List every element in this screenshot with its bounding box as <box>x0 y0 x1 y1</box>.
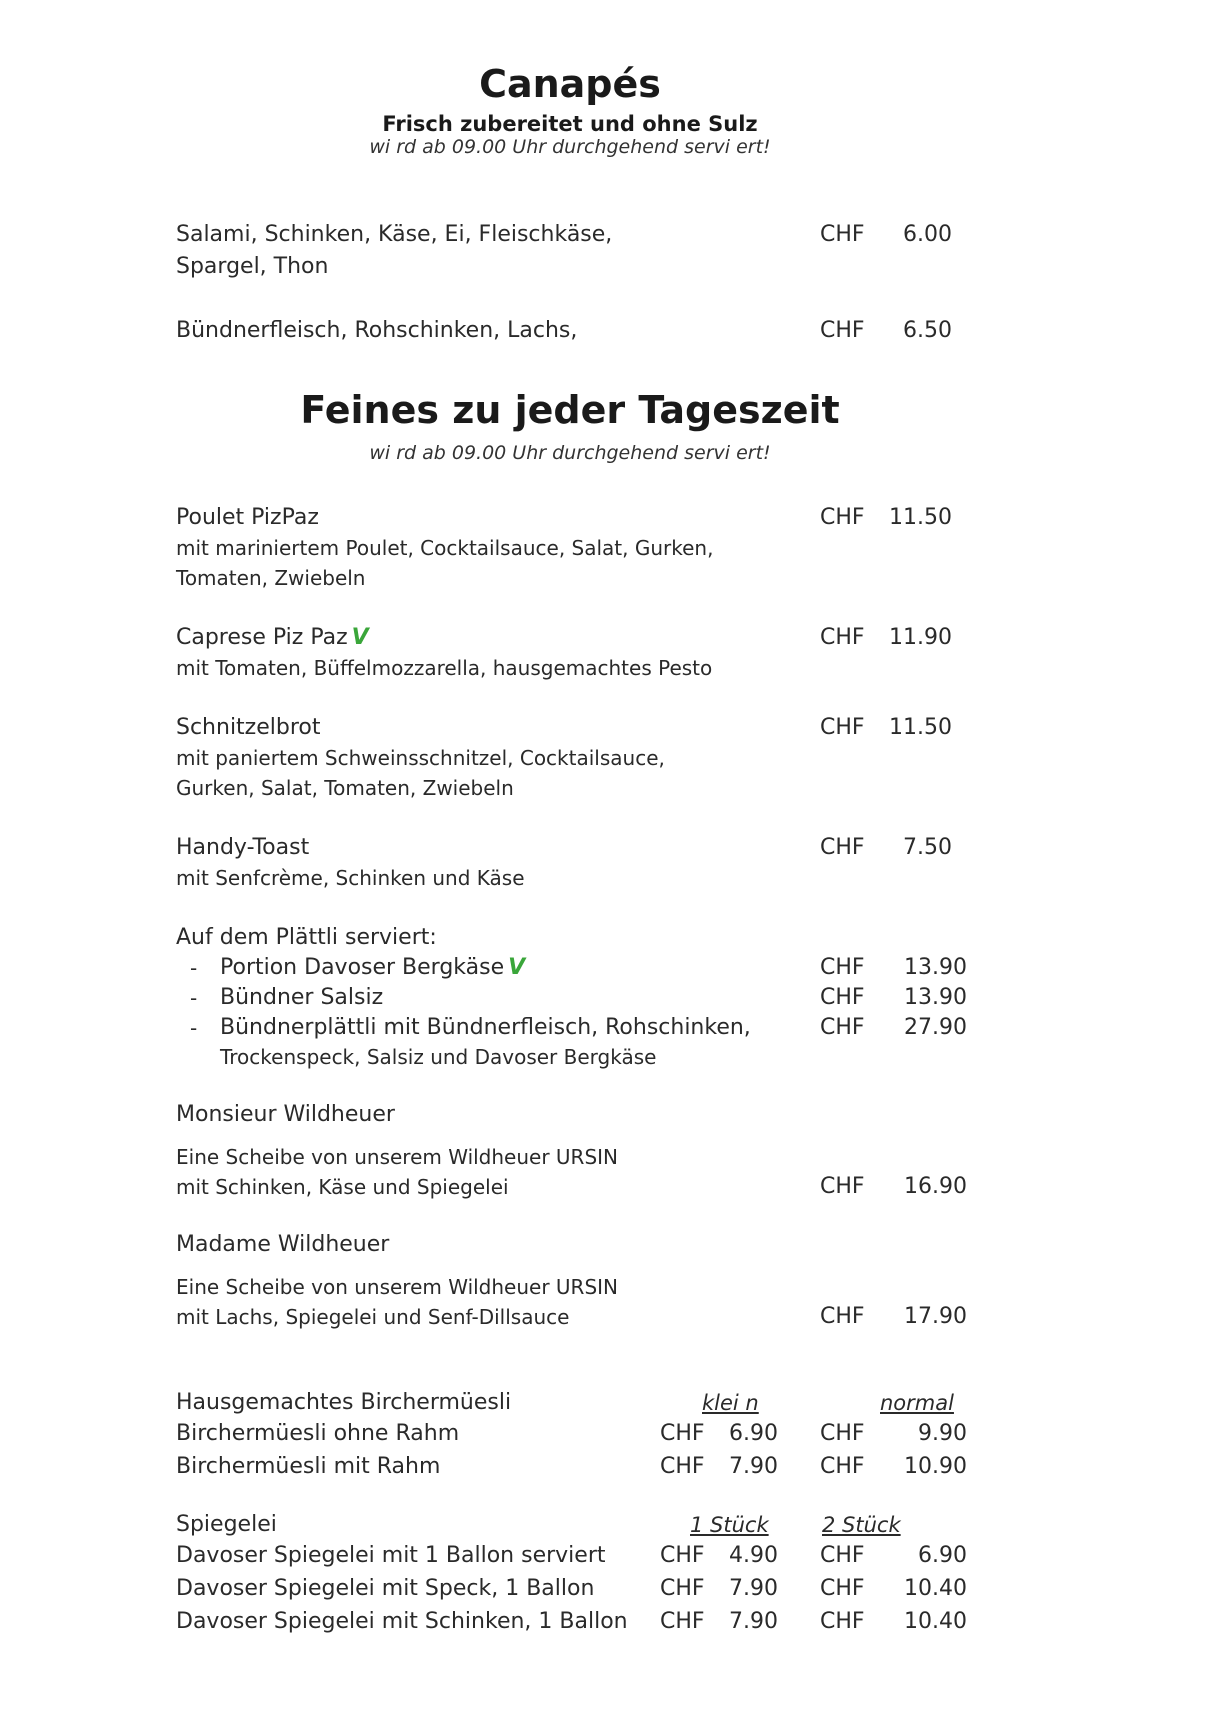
madame-name: Madame Wildheuer <box>176 1232 390 1257</box>
eggs-row-1-name: Davoser Spiegelei mit 1 Ballon serviert <box>176 1543 606 1568</box>
eggs-row-1-cur2: CHF <box>820 1543 865 1568</box>
canapes-title: Canapés <box>479 62 661 106</box>
muesli-row-2-p2: 10.90 <box>904 1454 967 1479</box>
eggs-heading: Spiegelei <box>176 1512 277 1537</box>
canape-item-2-price: 6.50 <box>903 318 952 343</box>
schnitzel-name: Schnitzelbrot <box>176 715 321 740</box>
monsieur-desc-2: mit Schinken, Käse und Spiegelei <box>176 1175 509 1199</box>
poulet-name: Poulet PizPaz <box>176 505 319 530</box>
eggs-row-3-p2: 10.40 <box>904 1609 967 1634</box>
muesli-row-2-cur1: CHF <box>660 1454 705 1479</box>
muesli-heading: Hausgemachtes Birchermüesli <box>176 1390 512 1415</box>
caprese-row <box>176 625 369 650</box>
eggs-row-2-name: Davoser Spiegelei mit Speck, 1 Ballon <box>176 1576 595 1601</box>
schnitzel-desc-1: mit paniertem Schweinsschnitzel, Cocktailsauce, <box>176 746 665 770</box>
feines-title: Feines zu jeder Tageszeit <box>300 388 840 432</box>
canape-item-1-price: 6.00 <box>903 222 952 247</box>
muesli-row-1-cur2: CHF <box>820 1421 865 1446</box>
eggs-row-1-p2: 6.90 <box>918 1543 967 1568</box>
muesli-row-2-name: Birchermüesli mit Rahm <box>176 1454 441 1479</box>
eggs-row-3-cur1: CHF <box>660 1609 705 1634</box>
canape-item-2-line1: Bündnerfleisch, Rohschinken, Lachs, <box>176 318 578 343</box>
monsieur-desc-1: Eine Scheibe von unserem Wildheuer URSIN <box>176 1145 619 1169</box>
muesli-row-1-p1: 6.90 <box>729 1421 778 1446</box>
canapes-note: wi rd ab 09.00 Uhr durchgehend servi ert! <box>369 136 771 158</box>
plaettli-item-2-currency: CHF <box>820 985 865 1010</box>
canape-item-1-currency: CHF <box>820 222 865 247</box>
plaettli-item-2-name: Bündner Salsiz <box>220 985 384 1010</box>
muesli-row-1-name: Birchermüesli ohne Rahm <box>176 1421 460 1446</box>
plaettli-item-1-name: Portion Davoser Bergkäse <box>220 955 505 980</box>
feines-note: wi rd ab 09.00 Uhr durchgehend servi ert! <box>369 442 771 464</box>
eggs-row-2-cur1: CHF <box>660 1576 705 1601</box>
schnitzel-price: 11.50 <box>889 715 952 740</box>
eggs-row-3-p1: 7.90 <box>729 1609 778 1634</box>
eggs-row-2-p2: 10.40 <box>904 1576 967 1601</box>
poulet-desc-2: Tomaten, Zwiebeln <box>176 566 366 590</box>
eggs-col-2: 2 Stück <box>822 1513 901 1537</box>
eggs-row-2-p1: 7.90 <box>729 1576 778 1601</box>
canape-item-1-line2: Spargel, Thon <box>176 254 329 279</box>
muesli-row-1-p2: 9.90 <box>918 1421 967 1446</box>
plaettli-item-3-price: 27.90 <box>904 1015 967 1040</box>
plaettli-item-1-row <box>220 955 525 980</box>
eggs-row-3-name: Davoser Spiegelei mit Schinken, 1 Ballon <box>176 1609 628 1634</box>
muesli-row-2-p1: 7.90 <box>729 1454 778 1479</box>
plaettli-item-3-name2: Trockenspeck, Salsiz und Davoser Bergkäse <box>220 1045 657 1069</box>
plaettli-item-2-price: 13.90 <box>904 985 967 1010</box>
plaettli-heading: Auf dem Plättli serviert: <box>176 925 437 950</box>
canapes-subtitle: Frisch zubereitet und ohne Sulz <box>382 112 758 136</box>
muesli-row-2-cur2: CHF <box>820 1454 865 1479</box>
schnitzel-desc-2: Gurken, Salat, Tomaten, Zwiebeln <box>176 776 514 800</box>
eggs-row-1-cur1: CHF <box>660 1543 705 1568</box>
canape-item-1-line1: Salami, Schinken, Käse, Ei, Fleischkäse, <box>176 222 613 247</box>
handy-name: Handy-Toast <box>176 835 310 860</box>
monsieur-currency: CHF <box>820 1174 865 1199</box>
madame-desc-2: mit Lachs, Spiegelei und Senf-Dillsauce <box>176 1305 570 1329</box>
plaettli-item-3-currency: CHF <box>820 1015 865 1040</box>
madame-price: 17.90 <box>904 1304 967 1329</box>
poulet-desc-1: mit mariniertem Poulet, Cocktailsauce, Salat, Gurken, <box>176 536 714 560</box>
handy-price: 7.50 <box>903 835 952 860</box>
caprese-currency: CHF <box>820 625 865 650</box>
madame-desc-1: Eine Scheibe von unserem Wildheuer URSIN <box>176 1275 619 1299</box>
eggs-row-3-cur2: CHF <box>820 1609 865 1634</box>
schnitzel-currency: CHF <box>820 715 865 740</box>
vegetarian-leaf-icon: V <box>508 955 526 980</box>
eggs-row-2-cur2: CHF <box>820 1576 865 1601</box>
monsieur-price: 16.90 <box>904 1174 967 1199</box>
handy-currency: CHF <box>820 835 865 860</box>
eggs-col-1: 1 Stück <box>690 1513 769 1537</box>
muesli-col-normal: normal <box>880 1391 954 1415</box>
poulet-currency: CHF <box>820 505 865 530</box>
plaettli-item-1-currency: CHF <box>820 955 865 980</box>
caprese-name: Caprese Piz Paz <box>176 625 348 650</box>
caprese-price: 11.90 <box>889 625 952 650</box>
plaettli-dash-1: - <box>190 956 198 980</box>
canape-item-2-currency: CHF <box>820 318 865 343</box>
plaettli-item-3-name: Bündnerplättli mit Bündnerfleisch, Rohschinken, <box>220 1015 751 1040</box>
muesli-row-1-cur1: CHF <box>660 1421 705 1446</box>
plaettli-item-1-price: 13.90 <box>904 955 967 980</box>
plaettli-dash-3: - <box>190 1016 198 1040</box>
poulet-price: 11.50 <box>889 505 952 530</box>
plaettli-dash-2: - <box>190 986 198 1010</box>
muesli-col-klein: klei n <box>702 1391 759 1415</box>
handy-desc-1: mit Senfcrème, Schinken und Käse <box>176 866 525 890</box>
monsieur-name: Monsieur Wildheuer <box>176 1102 395 1127</box>
madame-currency: CHF <box>820 1304 865 1329</box>
eggs-row-1-p1: 4.90 <box>729 1543 778 1568</box>
caprese-desc-1: mit Tomaten, Büffelmozzarella, hausgemachtes Pesto <box>176 656 713 680</box>
vegetarian-leaf-icon: V <box>351 625 369 650</box>
